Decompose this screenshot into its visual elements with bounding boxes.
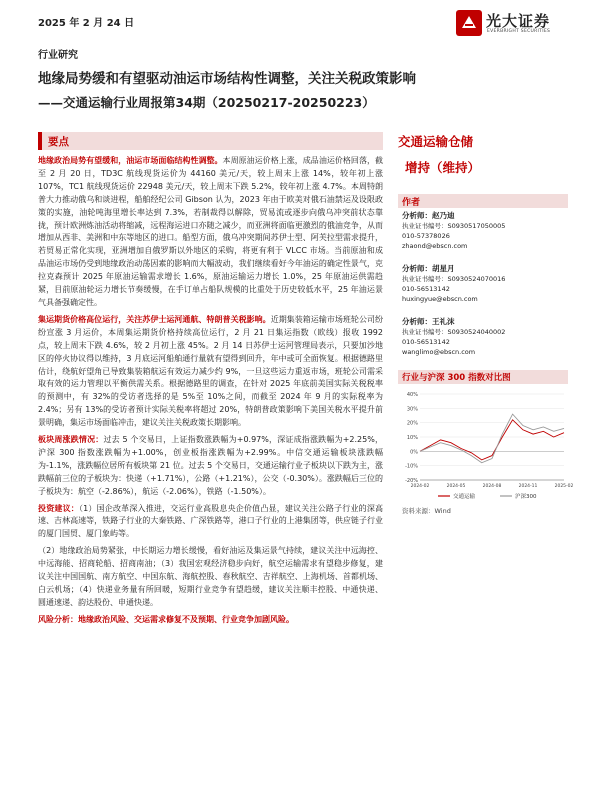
analyst-license: 执业证书编号：S0930524070016 <box>402 275 506 283</box>
analyst-email: zhaond@ebscn.com <box>402 242 468 250</box>
logo-text-cn: 光大证券 <box>486 12 551 30</box>
report-title: 地缘局势缓和有望驱动油运市场结构性调整，关注关税政策影响 <box>38 71 416 87</box>
logo-text-en: EVERBRIGHT SECURITIES <box>487 29 551 34</box>
paragraph-1-text: 本周原油运价格上涨，成品油运价格回落，截至 2 月 20 日，TD3C 航线现货运价为 44160 美元/天，较上周末上涨 14%，较年初上涨 107%，TC1 航线现货运价 22948 美元/天，较上周末下跌 5.2%，较年初上涨 4.7%。本周特朗普大力推动俄乌和谈进程，船舶经纪公司 Gibson 认为，2023 年由于欧美对俄石油禁运及设限政策的实施，油轮吨海里增长率达到 7.3%，若制裁得以解除，贸易流或逐步向俄乌冲突前状态靠拢，预计欧洲炼油活动将缩减，远程海运进口亦随之减少，而亚洲将面临更激烈的俄油竞争，从而增加从西非、美洲和中东等地区的进口。船型方面，俄乌冲突期间苏伊士型、阿芙拉型需求提升，若贸易正常化实现，亚洲增加自俄罗斯以外地区的采购，将更有利于 VLCC 市场。当前原油和成品油运市场仍受到地缘政治动荡因素的影响而大幅波动，我们继续看好今年油运的确定性景气，克拉克森预计 2025 年原油运输需求增长 1.6%，原油运输运力增长 1.0%，25 年原油运供需趋紧，目前原油轮运力增长节奏缓慢，在手订单占船队规模的比重处于历史较低水平，25 年油运景气具备强确定性。 <box>38 156 383 307</box>
brand-logo <box>456 8 574 38</box>
analyst-card <box>402 264 570 304</box>
paragraph-2-lead: 集运期货价格高位运行，关注苏伊士运河通航、特朗普关税影响。 <box>38 314 271 324</box>
y-tick-label: -20% <box>405 478 418 484</box>
paragraph-1-lead: 地缘政治局势有望缓和，油运市场面临结构性调整。 <box>38 156 223 165</box>
paragraph-5-text: （2）地缘政治局势紧张，中长期运力增长缓慢，看好油运及集运景气持续，建议关注中远海控、中远海能、招商轮船、招商南油；（3）我国宏观经济稳步向好，航空运输需求有望稳步修复，建议关注中国国航、南方航空、中国东航、海航控股、春秋航空、吉祥航空、上海机场、首都机场、白云机场；（4）快递业务量有所回暖，短期行业竞争有望趋缓，建议关注顺丰控股、中通快递、圆通速递、韵达股份、申通快递。 <box>38 546 383 607</box>
analyst-email: huxingyue@ebscn.com <box>402 295 478 303</box>
analyst-name: 分析师：赵乃迪 <box>402 211 455 220</box>
analyst-card <box>402 317 570 357</box>
analyst-phone: 010-57378026 <box>402 232 450 240</box>
analyst-card <box>402 211 570 251</box>
y-tick-label: -10% <box>405 463 418 470</box>
industry-vs-index-chart <box>398 386 574 506</box>
analyst-phone: 010-56513142 <box>402 285 450 293</box>
legend-label: 沪深300 <box>515 494 537 500</box>
paragraph-4-lead: 投资建议： <box>38 503 79 513</box>
analyst-phone: 010-56513142 <box>402 338 450 346</box>
analyst-name: 分析师：王礼沫 <box>402 317 455 326</box>
y-tick-label: 30% <box>406 406 418 413</box>
paragraph-3-lead: 板块周涨跌情况： <box>38 435 104 445</box>
analyst-license: 执业证书编号：S0930524040002 <box>402 328 506 336</box>
report-category: 行业研究 <box>38 50 78 61</box>
everbright-logo-icon <box>456 10 482 36</box>
paragraph-2-text: 近期集装箱运输市场班轮公司纷纷宣涨 3 月运价，本周集运期货价格持续高位运行，2 月 21 日集运指数（欧线）报收 1992 点，较上周末下跌 4.6%，较 2 月初上涨 45%。2 月 14 日苏伊士运河管理局表示，只要加沙地区的停火协议得以维持，3 月底运河船舶通行量就有望得到回升，年中或可全面恢复。根据德路里估计，绕航好望角已导致集装箱航运有效运力减少约 9%，一旦这些运力重返市场，班轮公司需采取有效的运力管理以平衡供需关系。根据德路里的调查，在针对 2025 年底前美国实际关税税率的预测中，有 32%的受访者选择的是 5%至 10%之间，而截至 2024 年 9 月的实际税率为 2.4%；另有 13%的受访者预计实际关税率将超过 20%，特朗普政策影响下美国关税水平提升前景明确，集运市场面临冲击，建议关注关税政策长期影响。 <box>38 314 383 428</box>
chart-heading-bar <box>398 370 568 384</box>
legend-label: 交通运输 <box>453 494 476 500</box>
chart-title: 行业与沪深 300 指数对比图 <box>402 373 511 383</box>
industry-rating: 增持（维持） <box>405 160 481 175</box>
x-tick-label: 2024-05 <box>446 484 466 489</box>
y-tick-label: 10% <box>406 435 418 441</box>
report-date: 2025 年 2 月 24 日 <box>38 18 135 29</box>
analyst-name: 分析师：胡星月 <box>402 264 455 273</box>
series-line <box>420 420 564 460</box>
summary-body <box>38 155 383 631</box>
paragraph-6-lead: 风险分析： <box>38 614 78 624</box>
x-tick-label: 2024-02 <box>410 484 430 489</box>
chart-source: 资料来源：Wind <box>402 507 451 515</box>
analyst-license: 执业证书编号：S0930517050005 <box>402 222 506 230</box>
industry-name: 交通运输仓储 <box>398 134 474 149</box>
author-heading: 作者 <box>402 198 421 208</box>
summary-paragraph-5 <box>38 545 383 610</box>
x-tick-label: 2024-11 <box>518 484 538 489</box>
summary-paragraph-4 <box>38 503 383 542</box>
paragraph-3-text: 过去 5 个交易日，上证指数涨跌幅为+0.97%，深证成指涨跌幅为+2.25%，沪深 300 指数涨跌幅为+1.00%，创业板指涨跌幅为+2.99%。中信交通运输板块涨跌幅为-1.1%，涨跌幅位居所有板块第 21 位。过去 5 个交易日，交通运输行业子板块以下跌为主，涨跌幅前三位的子板块为：快递（+1.71%），公路（+1.21%），公交（-0.30%）。涨跌幅后三位的子板块为：航空（-2.86%），航运（-2.06%），铁路（-1.50%）。 <box>38 435 383 496</box>
summary-paragraph-6 <box>38 614 383 627</box>
summary-heading-bar <box>38 132 383 150</box>
analyst-email: wanglimo@ebscn.com <box>402 348 476 356</box>
y-tick-label: 40% <box>406 392 418 398</box>
paragraph-6-text: 地缘政治风险、交运需求修复不及预期、行业竞争加剧风险。 <box>78 614 294 624</box>
summary-heading: 要点 <box>48 136 69 148</box>
y-tick-label: 0% <box>410 449 418 456</box>
summary-paragraph-3 <box>38 434 383 499</box>
summary-paragraph-2 <box>38 314 383 430</box>
y-tick-label: 20% <box>406 420 418 427</box>
x-tick-label: 2024-08 <box>482 484 502 489</box>
report-subtitle: ——交通运输行业周报第34期（20250217-20250223） <box>38 95 375 110</box>
author-heading-bar <box>398 194 568 208</box>
x-tick-label: 2025-02 <box>554 484 574 489</box>
paragraph-4-text: （1）国企改革深入推进，交运行业高股息央企价值凸显，建议关注公路子行业的深高速、吉林高速等，铁路子行业的大秦铁路、广深铁路等，港口子行业的上港集团等，供应链子行业的厦门国贸、厦门象屿等。 <box>38 503 384 539</box>
rating-block <box>398 132 568 176</box>
summary-paragraph-1 <box>38 155 383 310</box>
